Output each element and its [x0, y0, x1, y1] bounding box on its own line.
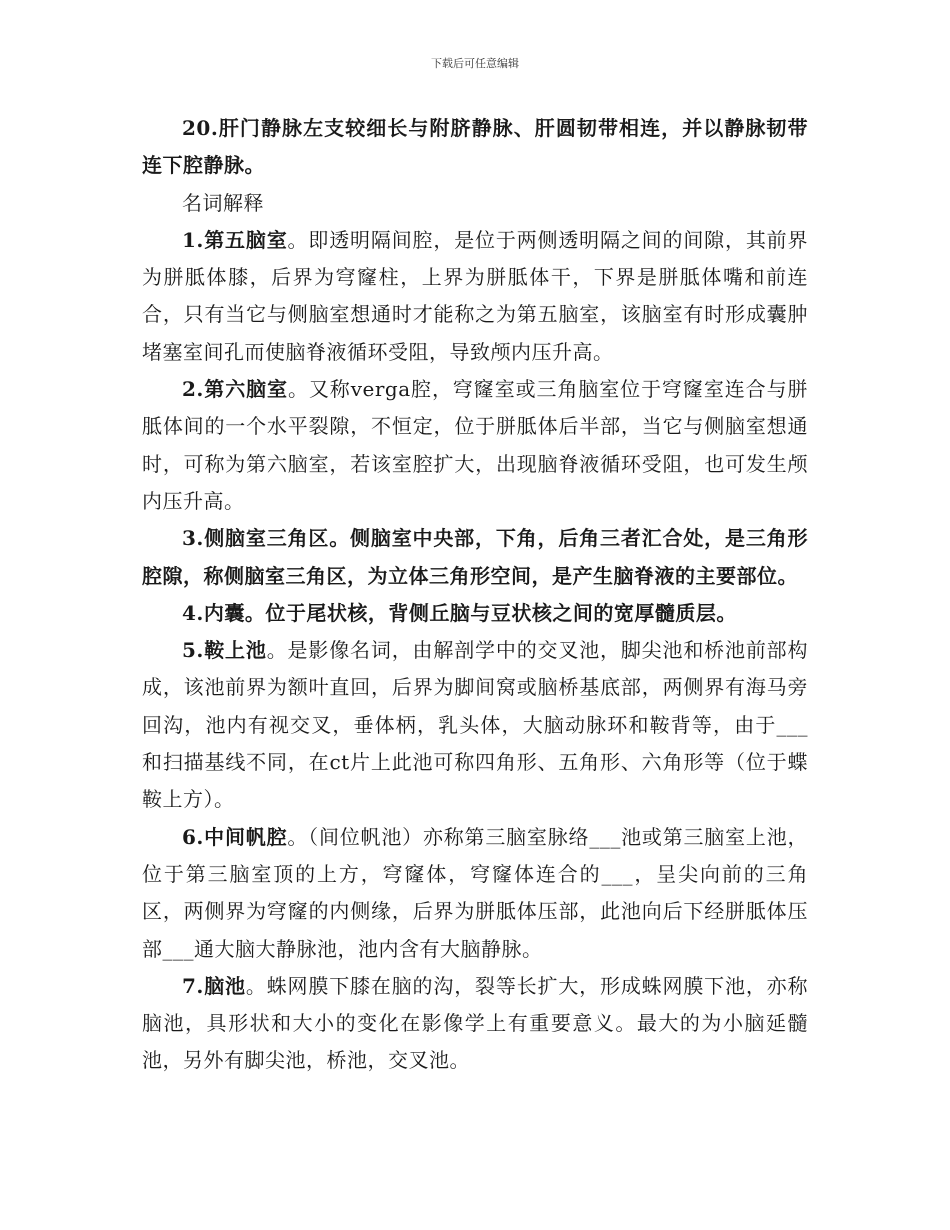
term-2-definition: 。又称verga腔，穹窿室或三角脑室位于穹窿室连合与胼胝体间的一个水平裂隙，不恒定，位于胼胝体后半部，当它与侧脑室想通时，可称为第六脑室，若该室腔扩大，出现脑脊液循环受阻，也可发生颅内压升高。 [142, 377, 808, 513]
term-3 [142, 520, 808, 595]
term-4 [142, 595, 808, 632]
term-4-title: 4.内囊。位于尾状核，背侧丘脑与豆状核之间的宽厚髓质层。 [182, 600, 737, 625]
term-5-title: 5.鞍上池 [182, 638, 267, 663]
term-2 [142, 371, 808, 520]
document-body [142, 110, 808, 1080]
page-header-note: 下载后可任意编辑 [431, 57, 519, 70]
term-6-definition: 。（间位帆池）亦称第三脑室脉络___池或第三脑室上池，位于第三脑室顶的上方，穹窿体，穹窿体连合的___，呈尖向前的三角区，两侧界为穹窿的内侧缘，后界为胼胝体压部，此池向后下经胼胝体压部___通大脑大静脉池，池内含有大脑静脉。 [142, 824, 808, 961]
term-5-definition: 。是影像名词，由解剖学中的交叉池，脚尖池和桥池前部构成，该池前界为额叶直回，后界为脚间窝或脑桥基底部，两侧界有海马旁回沟，池内有视交叉，垂体柄，乳头体，大脑动脉环和鞍背等，由于___和扫描基线不同，在ct片上此池可称四角形、五角形、六角形等（位于蝶鞍上方）。 [142, 638, 809, 812]
item-20-text: 20.肝门静脉左支较细长与附脐静脉、肝圆韧带相连，并以静脉韧带连下腔静脉。 [142, 116, 808, 178]
term-1-title: 1.第五脑室 [182, 227, 288, 252]
term-7-definition: 。蛛网膜下膝在脑的沟，裂等长扩大，形成蛛网膜下池，亦称脑池，具形状和大小的变化在影像学上有重要意义。最大的为小脑延髓池，另外有脚尖池，桥池，交叉池。 [142, 973, 808, 1073]
term-3-title: 3.侧脑室三角区。侧脑室中央部，下角，后角三者汇合处，是三角形腔隙，称侧脑室三角区，为立体三角形空间，是产生脑脊液的主要部位。 [142, 526, 808, 588]
term-6-title: 6.中间帆腔 [182, 824, 288, 849]
term-7 [142, 968, 808, 1080]
term-6 [142, 819, 808, 968]
term-7-title: 7.脑池 [182, 973, 246, 998]
term-1-definition: 。即透明隔间腔，是位于两侧透明隔之间的间隙，其前界为胼胝体膝，后界为穹窿柱，上界为胼胝体干，下界是胼胝体嘴和前连合，只有当它与侧脑室想通时才能称之为第五脑室，该脑室有时形成囊肿堵塞室间孔而使脑脊液循环受阻，导致颅内压升高。 [142, 227, 808, 364]
term-2-title: 2.第六脑室 [182, 377, 288, 402]
term-5 [142, 632, 808, 818]
term-1 [142, 222, 808, 371]
item-20 [142, 110, 808, 185]
section-heading: 名词解释 [182, 190, 264, 215]
